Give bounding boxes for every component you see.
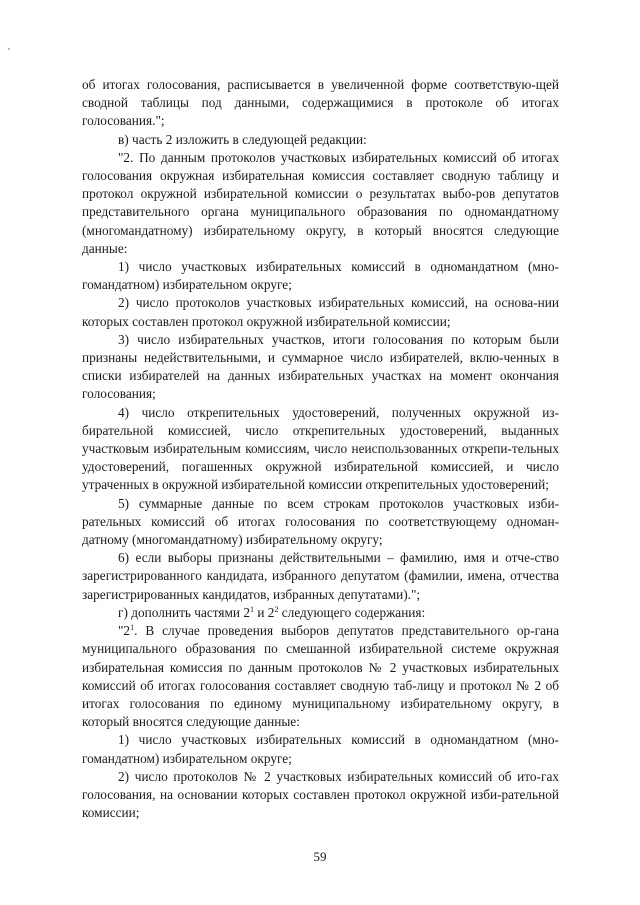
paragraph: 4) число открепительных удостоверений, полученных окружной из-бирательной комиссией, число открепительных удостоверений, выданных участковым избирательным комиссиям, число неиспользованных открепи-тельных удостоверений, погашенных окружной избирательной комиссией, и число утраченных в окружной избирательной комиссии открепительных удостоверений; [82, 404, 559, 493]
paragraph: 6) если выборы признаны действительными – фамилию, имя и отче-ство зарегистрированного кандидата, избранного депутатом (фамилии, имена, отчества зарегистрированных кандидатов, избранных депутатами)."; [82, 550, 559, 602]
paragraph-2-1: "$2^1$. В случае проведения выборов депутатов представительного ор-гана муниципального образования по смешанной избирательной системе окружная избирательная комиссия по данным протоколов № 2 участковых избирательных комиссий об итогах голосования составляет сводную таб-лицу и протокол № 2 об итогах голосования по единому муниципальному избирательному округу, в который вносятся следующие данные: [82, 623, 559, 730]
paragraph: 2) число протоколов № 2 участковых избирательных комиссий об ито-гах голосования, на основании которых составлен протокол окружной изби-рательной комиссии; [82, 768, 559, 821]
paragraph: об итогах голосования, расписывается в увеличенной форме соответствую-щей сводной таблицы под данными, содержащимися в протоколе об итогах голосования."; [82, 77, 559, 129]
paragraph: "2. По данным протоколов участковых избирательных комиссий об итогах голосования окружная избирательная комиссия составляет сводную таблицу и протокол окружной избирательной комиссии о результатах выбо-ров депутатов представительного органа муниципального образования по одномандатному (многомандатному) избирательному округу, в который вносятся следующие данные: [82, 149, 559, 256]
document-body [82, 76, 559, 822]
paragraph: 1) число участковых избирательных комиссий в одномандатном (мно-гомандатном) избирательном округе; [82, 732, 559, 766]
paragraph: 2) число протоколов участковых избирательных комиссий, на основа-нии которых составлен протокол окружной избирательной комиссии; [82, 295, 559, 329]
paragraph: 1) число участковых избирательных комиссий в одномандатном (мно-гомандатном) избирательном округе; [82, 259, 559, 293]
scan-speck [8, 48, 10, 50]
paragraph: 3) число избирательных участков, итоги голосования по которым были признаны недействительными, и суммарное число избирателей, вклю-ченных в списки избирателей на данных избирательных участках на момент окончания голосования; [82, 331, 559, 402]
page-number: 59 [313, 849, 327, 864]
paragraph: в) часть 2 изложить в следующей редакции: [118, 131, 367, 147]
amendment-g: г) дополнить частями $2^1$ и $2^2$ следующего содержания: [118, 604, 426, 620]
paragraph: 5) суммарные данные по всем строкам протоколов участковых изби-рательных комиссий об итогах голосования по соответствующему одноман-датному (многомандатному) избирательному округу; [82, 495, 559, 548]
